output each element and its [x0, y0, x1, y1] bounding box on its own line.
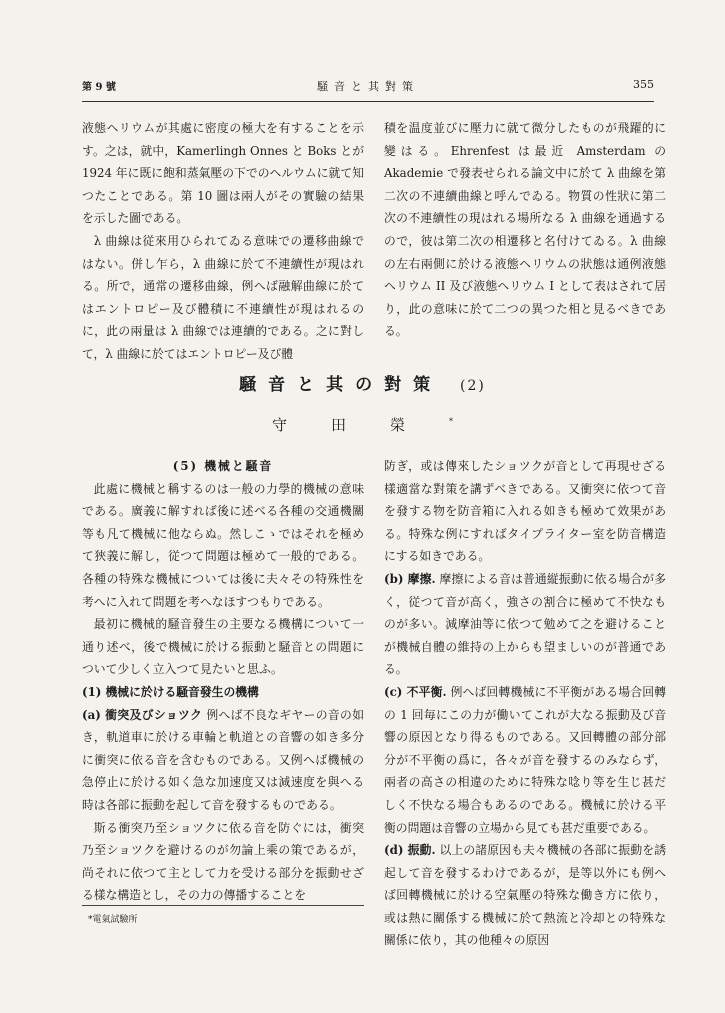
- paragraph: 防ぎ，或は傳來したショツクが音として再現せざる樣適當な對策を講ずべきである。又衝突に依つて音を發する物を防音箱に入れる如きも極めて效果がある。特殊な例にすればタイプライター室を防音構造にする如きである。: [384, 459, 666, 564]
- author-name: 守田榮: [271, 416, 449, 434]
- top-right-column: [384, 117, 666, 343]
- item-label: (d) 振動.: [384, 843, 436, 858]
- item-text: 例へば回轉機械に不平衡がある場合回轉の 1 回毎にこの力が働いてこれが大なる振動及び音響の原因となり得るものである。又回轉體の部分部分が不平衡の爲に，各々が音を發するのみならず，兩者の高さの相違のために特殊な唸り等を生じ甚だしく不快なる場合もあるのである。機械に於ける平衡の問題は音響の立場から見ても甚だ重要である。: [384, 684, 666, 835]
- running-header: [82, 74, 654, 98]
- item-label: (c) 不平衡.: [384, 684, 447, 699]
- paragraph: 最初に機械的騒音發生の主要なる機構について一通り述べ，後で機械に於ける振動と騒音との問題について少しく立入つて見たいと思ふ。: [82, 617, 364, 677]
- item-text: 摩擦による音は普通縦振動に依る場合が多く，従つて音が高く，強さの割合に極めて不快なものが多い。減摩油等に依つて勉めて之を避けることが機械自體の維持の上からも望ましいのが普通である。: [384, 571, 666, 677]
- bottom-left-column: [82, 455, 364, 907]
- running-title: 騒音と其對策: [317, 80, 419, 93]
- article-title: [0, 370, 725, 395]
- paragraph: 此處に機械と稱するのは一般の力學的機械の意味である。廣義に解すれば後に述べる各種の交通機關等も凡て機械に他ならぬ。然しこゝではそれを極めて狹義に解し，従つて問題は極めて一般的である。各種の特殊な機械については後に夫々その特殊性を考へに入れて問題を考へなほすつもりである。: [82, 481, 364, 609]
- footnote-rule: [82, 905, 364, 906]
- top-left-column: [82, 117, 364, 366]
- paragraph: λ 曲線は従來用ひられてゐる意味での遷移曲線ではない。併し乍ら，λ 曲線に於て不連續性が現はれる。所で，通常の遷移曲線，例へば融解曲線に於てはエントロピー及び體積に不連續性が現はれるのに，此の兩量は λ 曲線では連續的である。之に對して，λ 曲線に於てはエントロピー及び體: [82, 233, 364, 361]
- page-number: 355: [633, 78, 654, 91]
- item-label: (a) 衝突及びショツク: [82, 707, 203, 722]
- subsection-heading: (1) 機械に於ける騒音發生の機構: [82, 684, 259, 699]
- author-footnote-mark: *: [449, 417, 453, 426]
- footnote: *電氣試驗所: [88, 915, 138, 925]
- paragraph: 液態ヘリウムが其處に密度の極大を有することを示す。之は，就中，Kamerlingh Onnes と Boks とが 1924 年に既に飽和蒸氣壓の下でのヘルウムに就て知つたことである。第 10 圖は兩人がその實驗の結果を示した圖である。: [82, 121, 364, 226]
- paragraph: 斯る衝突乃至ショツクに依る音を防ぐには，衝突乃至ショツクを避けるのが勿論上乘の策であるが，尚それに依つて主として力を受ける部分を振動せざる樣な構造とし，その力の傳播することを: [82, 820, 364, 903]
- paragraph: 積を温度並びに壓力に就て微分したものが飛躍的に變はる。Ehrenfest は最近 Amsterdam の Akademie で發表せられる論文中に於て λ 曲線を第二次の不連續曲線と呼んでゐる。物質の性狀に第二次の不連續性の現はれる場所なる λ 曲線を通過するので，彼は第二次の相遷移と名付けてゐる。λ 曲線の左右兩側に於ける液態ヘリウムの狀態は通例液態ヘリウム II 及び液態ヘリウム I として表はされて居り，此の意味に於て二つの異つた相と見るべきである。: [384, 121, 666, 339]
- section-heading: (5) 機械と騒音: [172, 459, 274, 473]
- header-rule: [82, 101, 654, 102]
- item-text: 例へば不良なギヤーの音の如き，軌道車に於ける車輪と軌道との音響の如き多分に衝突に依る音を含むものである。又例へば機械の急停止に於ける如く急な加速度又は減速度を與へる時は各部に振動を起して音を發するものである。: [82, 707, 365, 812]
- issue-number: 第 9 號: [82, 82, 116, 93]
- article-part-number: (2): [460, 378, 486, 394]
- article-title-text: 騒音と其の對策: [239, 375, 443, 395]
- author: [0, 414, 725, 435]
- bottom-right-column: [384, 455, 666, 952]
- item-label: (b) 摩擦.: [384, 571, 436, 586]
- item-text: 以上の諸原因も夫々機械の各部に振動を誘起して音を發するわけであるが，是等以外にも例へば回轉機械に於ける空氣壓の特殊な働き方に依り，或は熱に關係する機械に於て熱流と冷却との特殊な關係に依り，其の他種々の原因: [384, 843, 666, 948]
